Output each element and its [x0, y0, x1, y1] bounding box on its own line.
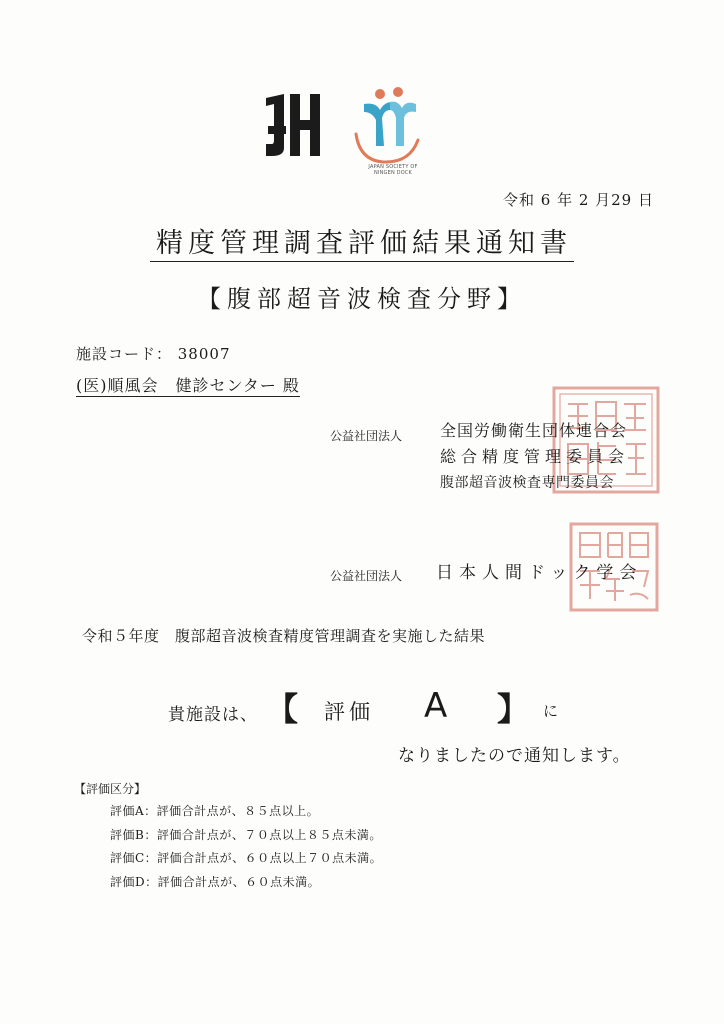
result-label: 評価	[324, 700, 374, 724]
result-bracket-open: 【	[266, 690, 299, 728]
issuer-org-type: 公益社団法人	[330, 429, 403, 443]
document-title-text: 精度管理調査評価結果通知書	[150, 221, 574, 262]
survey-intro: 令和５年度 腹部超音波検査精度管理調査を実施した結果	[82, 627, 486, 645]
criteria-list	[110, 800, 382, 894]
issuer-committee: 総合精度管理委員会	[440, 447, 630, 466]
document-title	[0, 221, 724, 262]
issue-date: 令和 6 年 2 月29 日	[502, 191, 654, 209]
ningen-dock-logo-icon	[346, 84, 426, 164]
jfo-logo-icon	[262, 90, 328, 160]
facility-code: 施設コード： 38007	[76, 345, 231, 363]
result-suffix: に	[543, 702, 559, 720]
issuer-org-name: 全国労働衛生団体連合会	[440, 421, 628, 440]
result-bracket-close: 】	[497, 690, 530, 728]
result-prefix: 貴施設は、	[168, 705, 258, 725]
logo-area	[262, 84, 442, 184]
list-item: 評価D：評価合計点が、６０点未満。	[110, 874, 321, 889]
addressee-name: (医)順風会 健診センター 殿	[76, 376, 300, 395]
criteria-heading: 【評価区分】	[74, 782, 147, 796]
addressee	[76, 373, 300, 396]
result-grade: A	[424, 686, 448, 726]
list-item: 評価A：評価合計点が、８５点以上。	[110, 804, 320, 818]
logo-caption: JAPAN SOCIETY OF NINGEN DOCK	[368, 164, 418, 176]
document-subtitle: 【腹部超音波検査分野】	[197, 285, 527, 313]
closing-sentence: なりましたので通知します。	[398, 746, 631, 766]
list-item: 評価C：評価合計点が、６０点以上７０点未満。	[110, 851, 383, 865]
issuer-subcommittee: 腹部超音波検査専門委員会	[440, 475, 614, 491]
issuer-org-name: 日本人間ドック学会	[436, 563, 643, 583]
issuer-org-type: 公益社団法人	[330, 569, 403, 583]
list-item: 評価B：評価合計点が、７０点以上８５点未満。	[110, 827, 382, 842]
